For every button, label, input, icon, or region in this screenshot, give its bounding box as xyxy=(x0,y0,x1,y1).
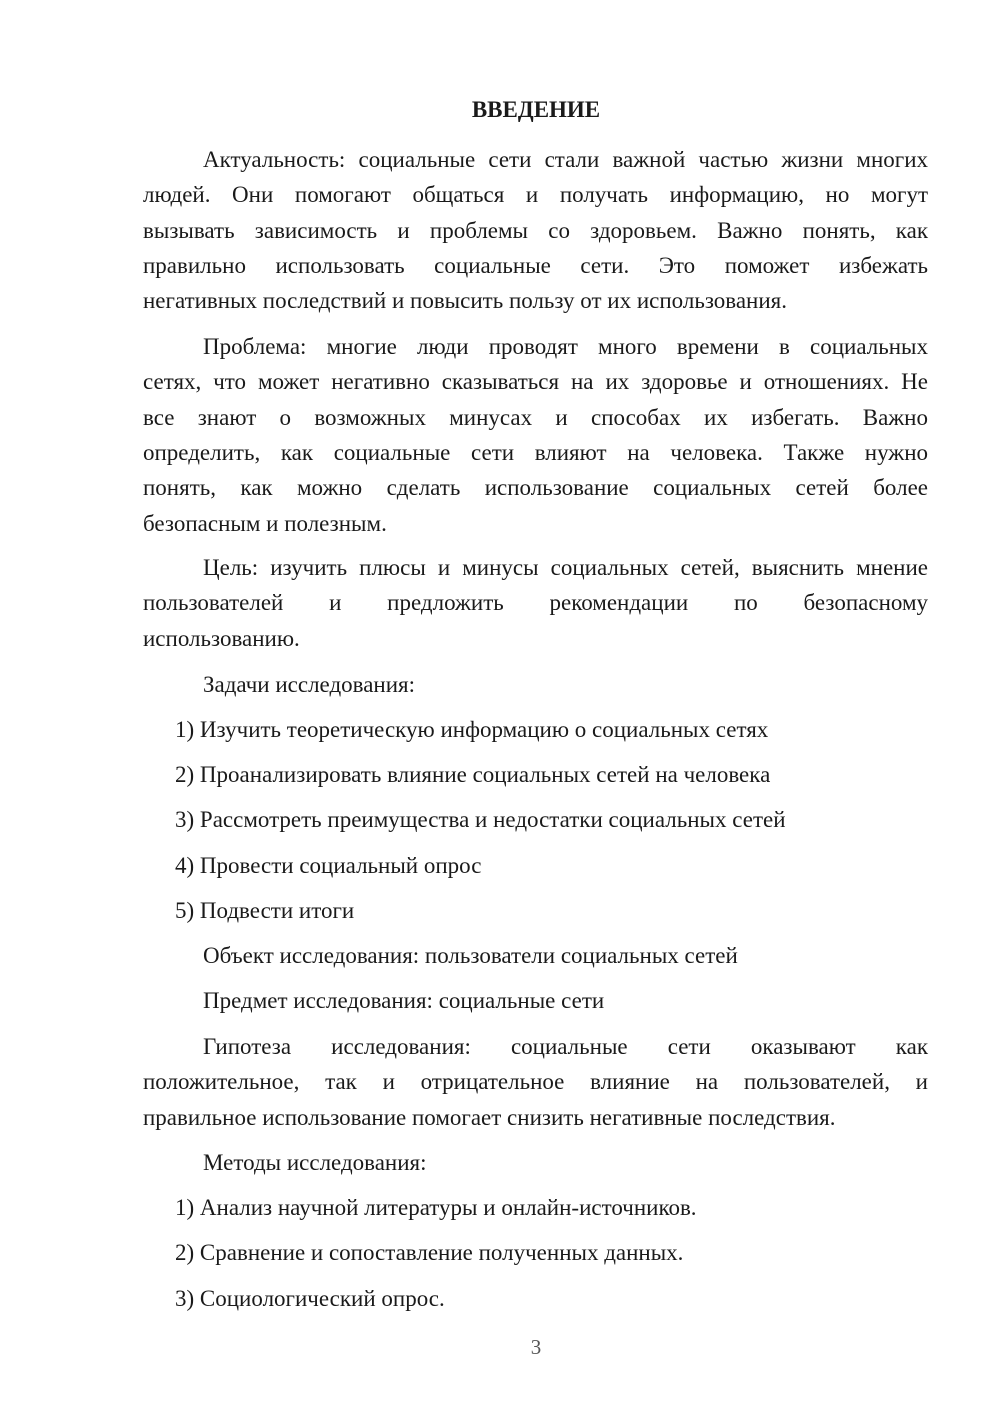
paragraph-line: понять, как можно сделать использование социальных сетей более xyxy=(143,475,928,501)
paragraph-line: Проблема: многие люди проводят много времени в социальных xyxy=(203,334,928,359)
list-item: 1) Анализ научной литературы и онлайн-источников. xyxy=(175,1195,697,1220)
list-item: 5) Подвести итоги xyxy=(175,898,355,923)
paragraph-line: Предмет исследования: социальные сети xyxy=(203,988,605,1013)
paragraph-line: пользователей и предложить рекомендации по безопасному xyxy=(143,590,928,616)
paragraph-line: вызывать зависимость и проблемы со здоровьем. Важно понять, как xyxy=(143,217,928,243)
list-item: 2) Сравнение и сопоставление полученных данных. xyxy=(175,1240,684,1265)
paragraph-line: негативных последствий и повысить пользу от их использования. xyxy=(143,288,787,314)
paragraph-line: правильно использовать социальные сети. Это поможет избежать xyxy=(143,252,928,278)
paragraph-line: использованию. xyxy=(143,625,300,651)
paragraph-line: правильное использование помогает снизить негативные последствия. xyxy=(143,1104,836,1130)
paragraph-line: положительное, так и отрицательное влияние на пользователей, и xyxy=(143,1069,928,1095)
paragraph-line: Актуальность: социальные сети стали важной частью жизни многих xyxy=(203,147,928,172)
list-item: 3) Социологический опрос. xyxy=(175,1286,445,1311)
list-item: 1) Изучить теоретическую информацию о социальных сетях xyxy=(175,717,769,742)
list-item: 3) Рассмотреть преимущества и недостатки социальных сетей xyxy=(175,807,786,832)
paragraph-line: Гипотеза исследования: социальные сети оказывают как xyxy=(203,1034,928,1059)
paragraph-line: людей. Они помогают общаться и получать информацию, но могут xyxy=(143,182,928,208)
paragraph-line: безопасным и полезным. xyxy=(143,510,387,536)
list-item: 2) Проанализировать влияние социальных сетей на человека xyxy=(175,762,771,787)
paragraph-line: определить, как социальные сети влияют на человека. Также нужно xyxy=(143,439,928,465)
paragraph-line: Задачи исследования: xyxy=(203,672,416,697)
list-item: 4) Провести социальный опрос xyxy=(175,853,482,878)
paragraph-line: Цель: изучить плюсы и минусы социальных сетей, выяснить мнение xyxy=(203,555,928,580)
paragraph-line: Методы исследования: xyxy=(203,1150,427,1175)
paragraph-line: сетях, что может негативно сказываться на их здоровье и отношениях. Не xyxy=(143,369,928,395)
paragraph-line: Объект исследования: пользователи социальных сетей xyxy=(203,943,738,968)
page-number: 3 xyxy=(530,1335,542,1359)
section-title: ВВЕДЕНИЕ xyxy=(471,97,601,122)
paragraph-line: все знают о возможных минусах и способах их избегать. Важно xyxy=(143,404,928,430)
